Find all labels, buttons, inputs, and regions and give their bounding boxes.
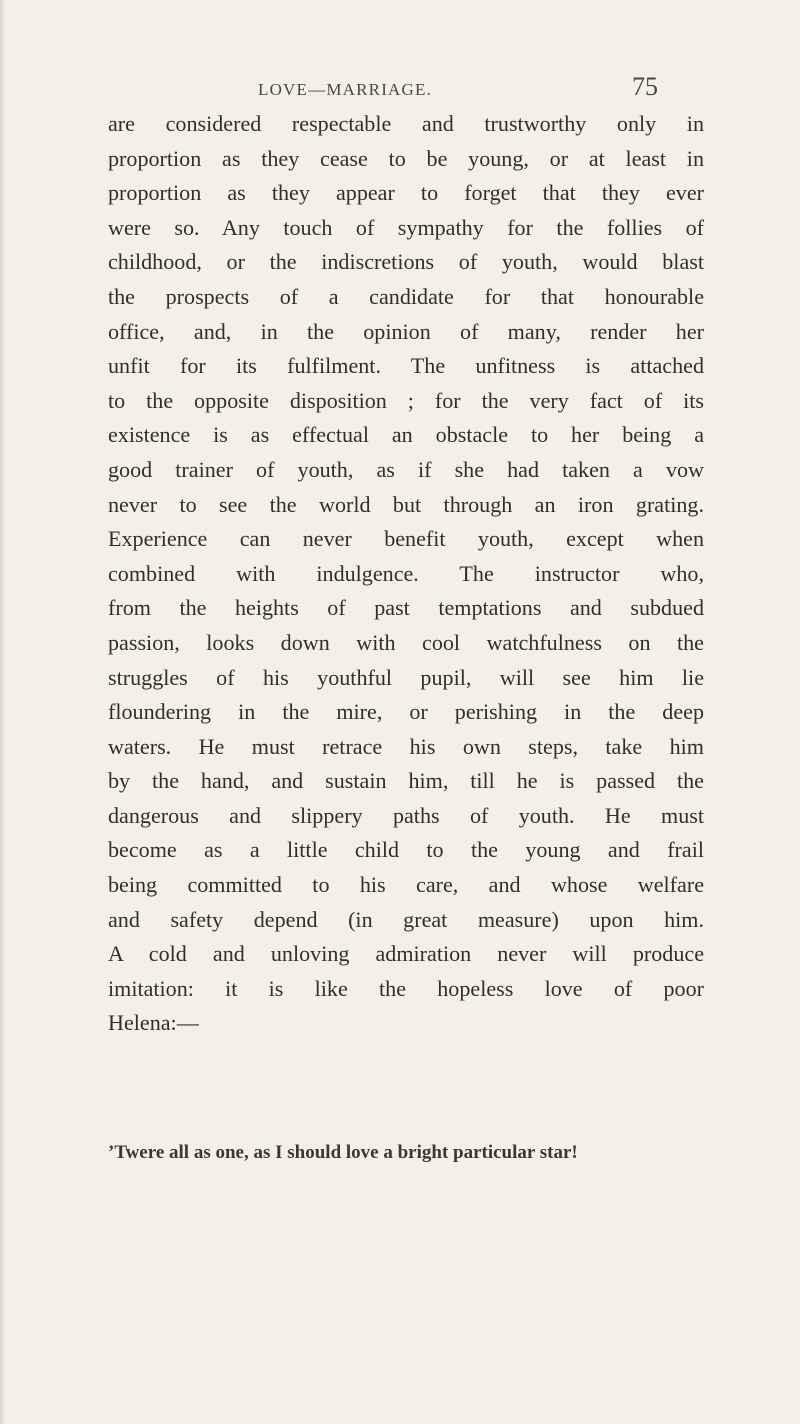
text-line: childhood, or the indiscretions of youth, would blast — [108, 249, 704, 275]
text-line: from the heights of past temptations and subdued — [108, 595, 704, 621]
text-line: were so. Any touch of sympathy for the follies of — [108, 214, 704, 240]
text-line: to the opposite disposition ; for the very fact of its — [108, 387, 704, 413]
text-line: Experience can never benefit youth, except when — [108, 526, 704, 552]
text-line: proportion as they appear to forget that they ever — [108, 180, 704, 206]
text-line: are considered respectable and trustworthy only in — [108, 111, 704, 136]
text-line: never to see the world but through an iron grating. — [108, 491, 704, 517]
text-line: office, and, in the opinion of many, render her — [108, 318, 704, 344]
page-number: 75 — [632, 72, 658, 101]
text-line: proportion as they cease to be young, or at least in — [108, 145, 704, 171]
text-line: being committed to his care, and whose welfare — [108, 872, 704, 898]
page-edge-shadow — [0, 0, 6, 1424]
text-line: Helena:— — [108, 1010, 199, 1036]
text-line: by the hand, and sustain him, till he is passed the — [108, 768, 704, 794]
text-line: existence is as effectual an obstacle to her being a — [108, 422, 704, 448]
body-text — [108, 107, 704, 1041]
text-line: A cold and unloving admiration never will produce — [108, 941, 704, 967]
quotation-line: ’Twere all as one, as I should love a bright particular star! — [108, 1142, 578, 1163]
text-line: imitation: it is like the hopeless love of poor — [108, 975, 704, 1001]
text-line: waters. He must retrace his own steps, take him — [108, 733, 704, 759]
text-line: dangerous and slippery paths of youth. He must — [108, 802, 704, 828]
text-line: good trainer of youth, as if she had taken a vow — [108, 456, 704, 482]
text-line: unfit for its fulfilment. The unfitness is attached — [108, 353, 704, 379]
text-line: struggles of his youthful pupil, will see him lie — [108, 664, 704, 690]
text-line: floundering in the mire, or perishing in the deep — [108, 699, 704, 725]
text-line: and safety depend (in great measure) upon him. — [108, 906, 704, 932]
text-line: become as a little child to the young and frail — [108, 837, 704, 863]
running-head: LOVE—MARRIAGE. — [258, 80, 433, 99]
text-line: passion, looks down with cool watchfulness on the — [108, 629, 704, 655]
text-line: the prospects of a candidate for that honourable — [108, 283, 704, 309]
text-line: combined with indulgence. The instructor who, — [108, 560, 704, 586]
